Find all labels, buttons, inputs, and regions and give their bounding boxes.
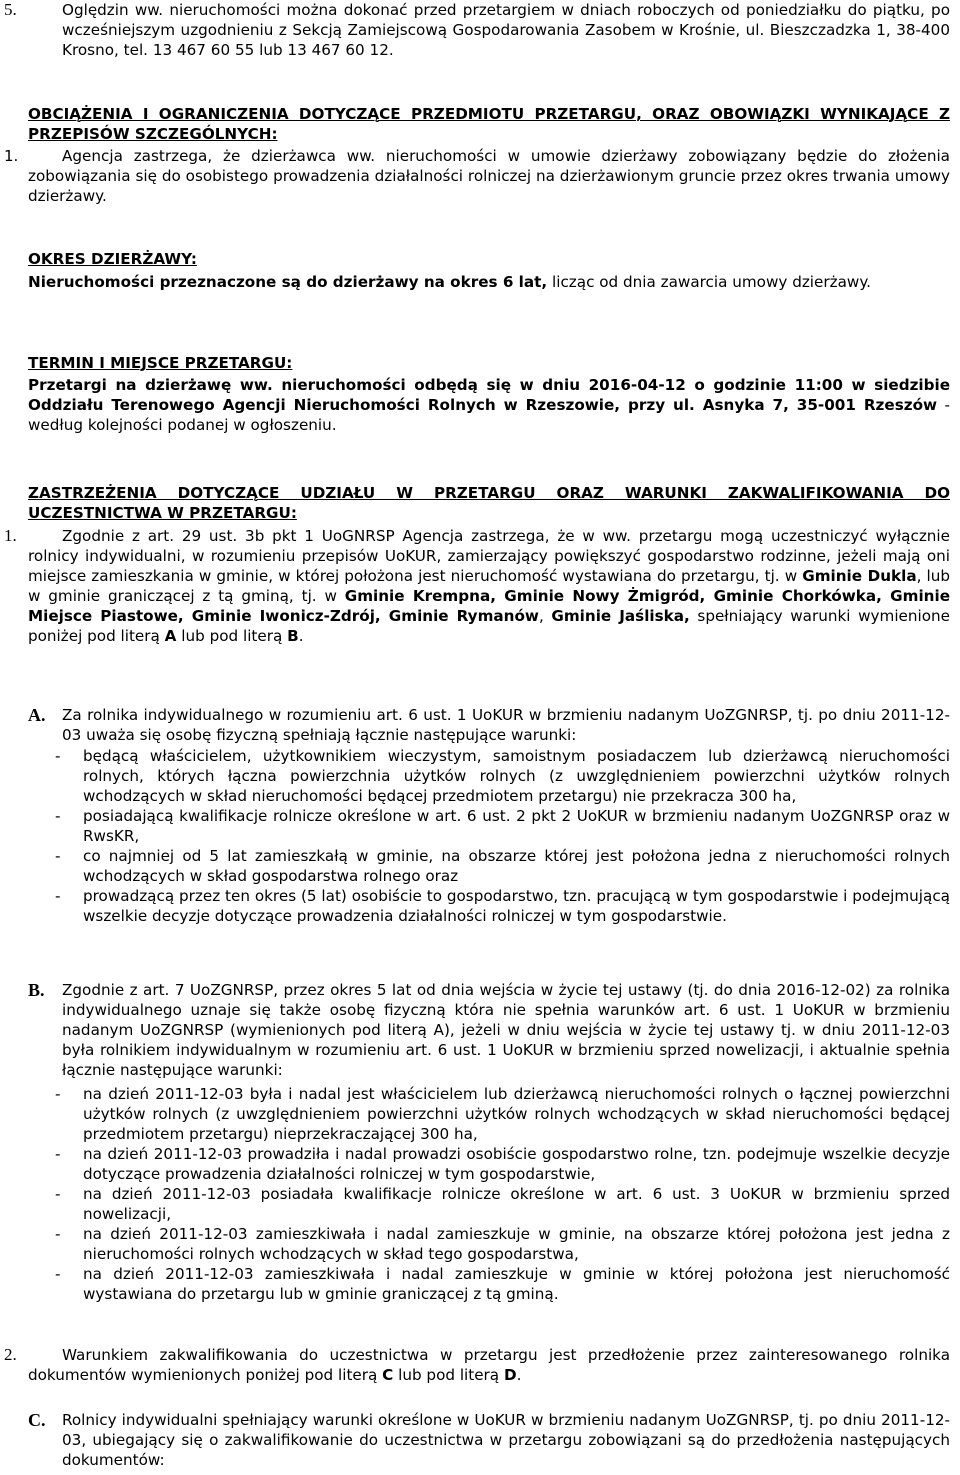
list-item-text: prowadzącą przez ten okres (5 lat) osobiście to gospodarstwo, tzn. pracującą w tym gospodarstwie i podejmującą wszelkie decyzje dotyczące prowadzenia działalności rolniczej w tym gospodarstwie. <box>83 887 950 925</box>
list-item: - na dzień 2011-12-03 zamieszkiwała i nadal zamieszkuje w gminie, na obszarze której położona jest jedna z nieruchomości rolnych wchodzących w skład tego gospodarstwa, <box>55 1225 950 1263</box>
item-1-bold-3: Gminie Jaśliska, <box>551 607 690 625</box>
termin-text: - według kolejności podanej w ogłoszeniu. <box>28 396 950 434</box>
item-c-text: Rolnicy indywidualni spełniający warunki określone w UoKUR w brzmieniu nadanym UoZGNRSP, tj. po dniu 2011-12-03, ubiegający się o zakwalifikowanie do uczestnictwa w przetargu zobowiązani są do przedłożenia następujących dokumentów: <box>62 1411 950 1469</box>
obciazenia-item-1-number: 1. <box>4 147 19 165</box>
item-a-text: Za rolnika indywidualnego w rozumieniu art. 6 ust. 1 UoKUR w brzmieniu nadanym UoZGNRSP, tj. po dniu 2011-12-03 uważa się osobę fizyczną spełniają łącznie następujące warunki: <box>62 706 950 744</box>
list-item-text: co najmniej od 5 lat zamieszkałą w gminie, na obszarze której jest położona jedna z nieruchomości rolnych wchodzących w skład gospodarstwa rolnego oraz <box>83 847 950 885</box>
list-item: - co najmniej od 5 lat zamieszkałą w gminie, na obszarze której jest położona jedna z nieruchomości rolnych wchodzących w skład gospodarstwa rolnego oraz <box>55 847 950 885</box>
termin-heading: TERMIN I MIEJSCE PRZETARGU: <box>28 354 293 372</box>
list-item-text: na dzień 2011-12-03 była i nadal jest właścicielem lub dzierżawcą nieruchomości rolnych o łącznej powierzchni użytków rolnych (z uwzględnieniem powierzchni użytków rolnych wchodzących w skład nieruchomości będącej przedmiotem przetargu) nieprzekraczającej 300 ha, <box>83 1085 950 1143</box>
item-b-letter: B. <box>28 980 45 1000</box>
list-item-text: na dzień 2011-12-03 prowadziła i nadal prowadzi osobiście gospodarstwo rolne, tzn. podejmuje wszelkie decyzje dotyczące prowadzenia działalności rolniczej w tym gospodarstwie, <box>83 1145 950 1183</box>
list-item: - prowadzącą przez ten okres (5 lat) osobiście to gospodarstwo, tzn. pracującą w tym gospodarstwie i podejmującą wszelkie decyzje dotyczące prowadzenia działalności rolniczej w tym gospodarstwie. <box>55 887 950 925</box>
list-item-text: na dzień 2011-12-03 zamieszkiwała i nadal zamieszkuje w gminie w której położona jest nieruchomość wystawiana do przetargu lub w gminie graniczącej z tą gminą. <box>83 1265 950 1303</box>
list-item-text: na dzień 2011-12-03 posiadała kwalifikacje rolnicze określone w art. 6 ust. 3 UoKUR w brzmieniu sprzed nowelizacji, <box>83 1185 950 1223</box>
zastrzezenia-item-1-number: 1. <box>4 526 17 545</box>
item-1-text-1: Zgodnie z art. 29 ust. 3b pkt 1 UoGNRSP Agencja zastrzega, że w ww. przetargu mogą uczestniczyć wyłącznie rolnicy indywidualni, w rozumieniu przepisów UoKUR, zamierzający powiększyć gospodarstwo rodzinne, jeżeli mają oni miejsce zamieszkania w gminie, w której położona jest nieruchomość wystawiana do przetargu, tj. w <box>28 527 950 585</box>
obciazenia-heading: OBCIĄŻENIA I OGRANICZENIA DOTYCZĄCE PRZEDMIOTU PRZETARGU, ORAZ OBOWIĄZKI WYNIKAJĄCE Z PRZEPISÓW SZCZEGÓLNYCH: <box>28 105 950 143</box>
list-item: - na dzień 2011-12-03 zamieszkiwała i nadal zamieszkuje w gminie w której położona jest nieruchomość wystawiana do przetargu lub w gminie graniczącej z tą gminą. <box>55 1265 950 1303</box>
item-1-text-3: , <box>538 607 552 625</box>
item-2-bold-2: D <box>503 1366 517 1384</box>
item-a-letter: A. <box>28 705 46 725</box>
list-item: - na dzień 2011-12-03 była i nadal jest właścicielem lub dzierżawcą nieruchomości rolnych o łącznej powierzchni użytków rolnych (z uwzględnieniem powierzchni użytków rolnych wchodzących w skład nieruchomości będącej przedmiotem przetargu) nieprzekraczającej 300 ha, <box>55 1085 950 1143</box>
item-b-dash-list <box>55 1084 950 1304</box>
okres-heading: OKRES DZIERŻAWY: <box>28 250 197 268</box>
okres-bold-text: Nieruchomości przeznaczone są do dzierżawy na okres 6 lat, <box>28 273 548 291</box>
item-1-text-6: . <box>298 627 304 645</box>
list-item-text: posiadającą kwalifikacje rolnicze określone w art. 6 ust. 2 pkt 2 UoKUR w brzmieniu nadanym UoZGNRSP oraz w RwsKR, <box>83 807 950 845</box>
item-1-bold-2: Gminie Krempna, Gminie Nowy Żmigród, Gminie Chorkówka, Gminie Miejsce Piastowe, Gminie Iwonicz-Zdrój, Gminie Rymanów <box>28 587 950 625</box>
item-2-bold-1: C <box>382 1366 394 1384</box>
termin-paragraph <box>28 375 950 435</box>
zastrzezenia-heading: ZASTRZEŻENIA DOTYCZĄCE UDZIAŁU W PRZETARGU ORAZ WARUNKI ZAKWALIFIKOWANIA DO UCZESTNICTWA W PRZETARGU: <box>28 484 950 522</box>
list-item: - posiadającą kwalifikacje rolnicze określone w art. 6 ust. 2 pkt 2 UoKUR w brzmieniu nadanym UoZGNRSP oraz w RwsKR, <box>55 807 950 845</box>
item-2-text-2: lub pod literą <box>393 1366 504 1384</box>
item-b-text: Zgodnie z art. 7 UoZGNRSP, przez okres 5 lat od dnia wejścia w życie tej ustawy (tj. do dnia 2016-12-02) za rolnika indywidualnego uznaje się także osobę fizyczną która nie spełnia warunków art. 6 ust. 1 UoKUR w brzmieniu nadanym UoZGNRSP (wymienionych pod literą A), jeżeli w dniu wejścia w życie tej ustawy tj. w dniu 2011-12-03 była rolnikiem indywidualnym w rozumieniu art. 6 ust. 1 UoKUR w brzmieniu sprzed nowelizacji, i aktualnie spełnia łącznie następujące warunki: <box>62 981 950 1079</box>
item-5-paragraph: Oględzin ww. nieruchomości można dokonać przed przetargiem w dniach roboczych od poniedziałku do piątku, po wcześniejszym uzgodnieniu z Sekcją Zamiejscową Gospodarowania Zasobem w Krośnie, ul. Bieszczadzka 1, 38-400 Krosno, tel. 13 467 60 55 lub 13 467 60 12. <box>62 1 950 59</box>
zastrzezenia-item-2-number: 2. <box>4 1345 17 1364</box>
list-item: - na dzień 2011-12-03 prowadziła i nadal prowadzi osobiście gospodarstwo rolne, tzn. podejmuje wszelkie decyzje dotyczące prowadzenia działalności rolniczej w tym gospodarstwie, <box>55 1145 950 1183</box>
item-a-dash-list <box>55 746 950 926</box>
termin-bold-text: Przetargi na dzierżawę ww. nieruchomości odbędą się w dniu 2016-04-12 o godzinie 11:00 w siedzibie Oddziału Terenowego Agencji Nieruchomości Rolnych w Rzeszowie, przy ul. Asnyka 7, 35-001 Rzeszów <box>28 376 950 414</box>
item-5-number: 5. <box>4 0 17 19</box>
item-2-text-1: Warunkiem zakwalifikowania do uczestnictwa w przetargu jest przedłożenie przez zainteresowanego rolnika dokumentów wymienionych poniżej pod literą <box>28 1346 950 1384</box>
zastrzezenia-item-1-text <box>28 526 950 646</box>
item-1-bold-5: B <box>287 627 299 645</box>
item-1-text-5: lub pod literą <box>176 627 288 645</box>
item-2-text-3: . <box>516 1366 522 1384</box>
item-1-bold-4: A <box>164 627 177 645</box>
okres-paragraph <box>28 272 950 292</box>
item-5-text <box>62 0 950 60</box>
list-item-text: będącą właścicielem, użytkownikiem wieczystym, samoistnym posiadaczem lub dzierżawcą nieruchomości rolnych, których łączna powierzchnia użytków rolnych (z uwzględnieniem powierzchni użytków rolnych wchodzących w skład nieruchomości będącej przedmiotem przetargu) nie przekracza 300 ha, <box>83 747 950 805</box>
list-item-text: na dzień 2011-12-03 zamieszkiwała i nadal zamieszkuje w gminie, na obszarze której położona jest jedna z nieruchomości rolnych wchodzących w skład tego gospodarstwa, <box>83 1225 950 1263</box>
item-c-letter: C. <box>28 1410 46 1430</box>
obciazenia-item-1-text: Agencja zastrzega, że dzierżawca ww. nieruchomości w umowie dzierżawy zobowiązany będzie do złożenia zobowiązania się do osobistego prowadzenia działalności rolniczej na dzierżawionym gruncie przez okres trwania umowy dzierżawy. <box>28 147 950 205</box>
okres-text: licząc od dnia zawarcia umowy dzierżawy. <box>547 273 871 291</box>
list-item: - na dzień 2011-12-03 posiadała kwalifikacje rolnicze określone w art. 6 ust. 3 UoKUR w brzmieniu sprzed nowelizacji, <box>55 1185 950 1223</box>
item-1-bold-1: Gminie Dukla <box>802 567 917 585</box>
zastrzezenia-item-2-text <box>28 1345 950 1385</box>
item-1-text-2: , lub w gminie graniczącej z tą gminą, tj. w <box>28 567 950 605</box>
list-item: - będącą właścicielem, użytkownikiem wieczystym, samoistnym posiadaczem lub dzierżawcą nieruchomości rolnych, których łączna powierzchnia użytków rolnych (z uwzględnieniem powierzchni użytków rolnych wchodzących w skład nieruchomości będącej przedmiotem przetargu) nie przekracza 300 ha, <box>55 747 950 805</box>
item-1-text-4: spełniający warunki wymienione poniżej pod literą <box>28 607 950 645</box>
